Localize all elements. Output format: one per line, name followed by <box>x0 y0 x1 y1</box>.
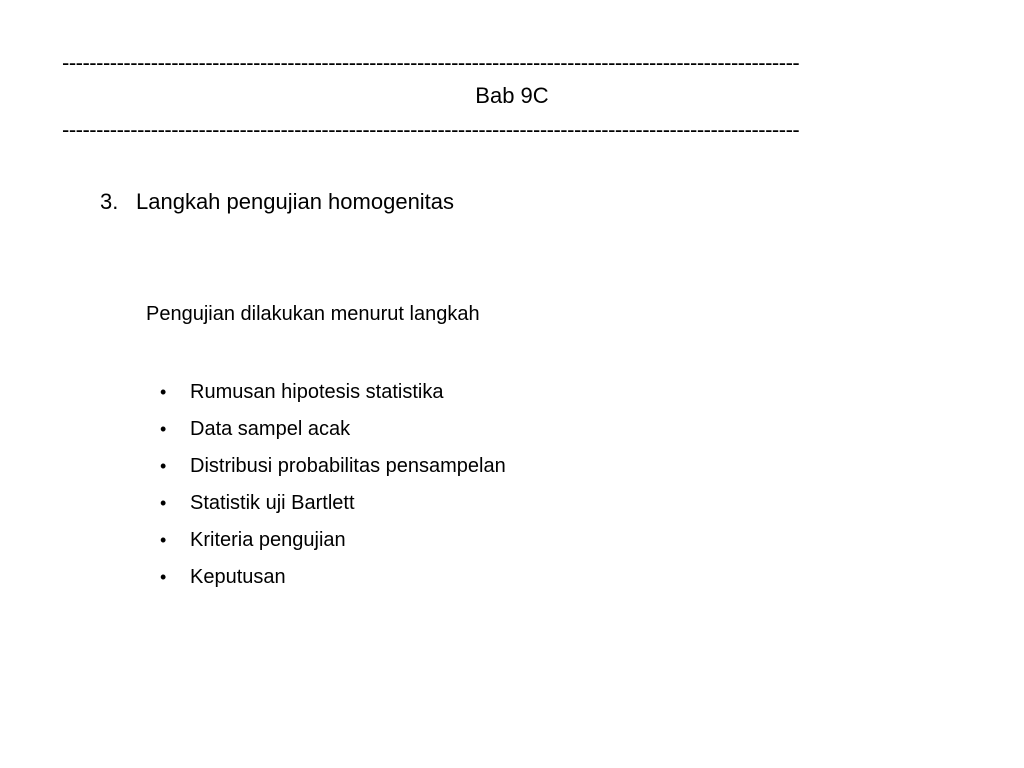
step-label: Rumusan hipotesis statistika <box>190 381 444 403</box>
bullet-icon: • <box>160 456 167 476</box>
top-dashed-rule: ------------------------------------------------------------------------------------------------------------ <box>62 50 800 75</box>
heading-number: 3. <box>100 189 119 214</box>
bullet-icon: • <box>160 530 167 550</box>
section-heading <box>100 188 454 216</box>
list-item <box>160 374 506 411</box>
bullet-icon: • <box>160 567 167 587</box>
step-label: Kriteria pengujian <box>190 529 346 551</box>
step-label: Keputusan <box>190 566 286 588</box>
bullet-icon: • <box>160 493 167 513</box>
intro-text: Pengujian dilakukan menurut langkah <box>146 303 480 325</box>
list-item <box>160 411 506 448</box>
slide-title: Bab 9C <box>475 83 549 108</box>
list-item <box>160 522 506 559</box>
steps-list <box>160 374 506 596</box>
step-label: Statistik uji Bartlett <box>190 492 355 514</box>
list-item <box>160 485 506 522</box>
list-item <box>160 448 506 485</box>
bottom-dashed-rule: ------------------------------------------------------------------------------------------------------------ <box>62 117 800 142</box>
step-label: Distribusi probabilitas pensampelan <box>190 455 506 477</box>
step-label: Data sampel acak <box>190 418 351 440</box>
list-item <box>160 559 506 596</box>
bullet-icon: • <box>160 419 167 439</box>
heading-text: Langkah pengujian homogenitas <box>136 189 455 214</box>
bullet-icon: • <box>160 382 167 402</box>
